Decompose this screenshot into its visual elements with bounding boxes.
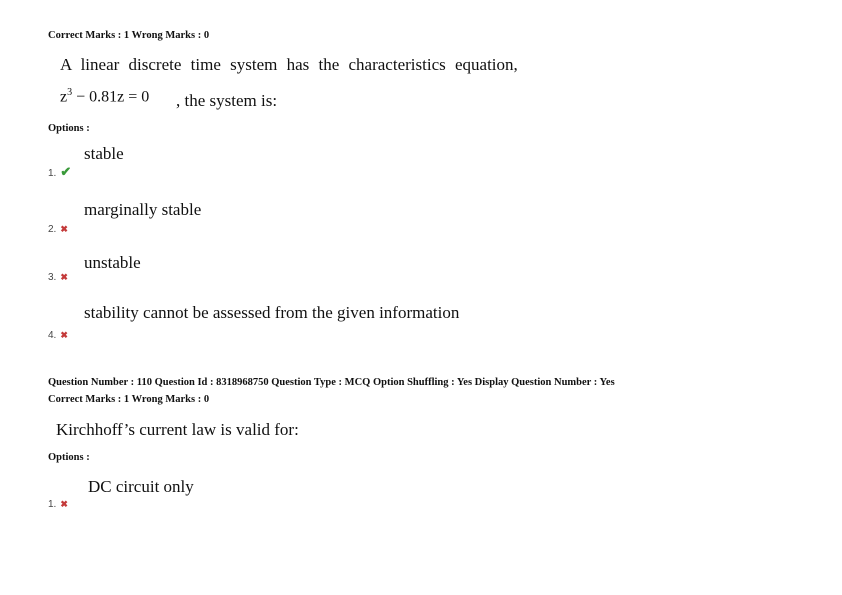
equation-rest: − 0.81z = 0 xyxy=(72,88,150,106)
q1-marks: Correct Marks : 1 Wrong Marks : 0 xyxy=(48,30,210,41)
q1-question-text: A linear discrete time system has the characteristics equation, xyxy=(60,55,518,74)
equation-exponent: 3 xyxy=(67,87,73,98)
option-number: 1. xyxy=(48,168,57,179)
q1-option-2-text: marginally stable xyxy=(84,200,202,219)
q1-option-2-marker xyxy=(48,219,68,237)
q2-header: Question Number : 110 Question Id : 8318968750 Question Type : MCQ Option Shuffling : Yes Display Question Number : Yes xyxy=(48,377,615,388)
option-number: 2. xyxy=(48,224,57,235)
cross-icon: ✖ xyxy=(60,330,68,340)
cross-icon: ✖ xyxy=(60,272,68,282)
q1-equation xyxy=(60,87,149,106)
q1-option-3-text: unstable xyxy=(84,253,141,272)
q1-option-1-text: stable xyxy=(84,144,124,163)
q1-option-3-marker xyxy=(48,267,68,285)
q1-option-4-text: stability cannot be assessed from the given information xyxy=(84,303,460,322)
q1-question-tail: , the system is: xyxy=(176,91,278,110)
q2-marks: Correct Marks : 1 Wrong Marks : 0 xyxy=(48,394,210,405)
q1-option-1-marker xyxy=(48,163,71,181)
cross-icon: ✖ xyxy=(60,224,68,234)
q1-option-4-marker xyxy=(48,325,68,343)
q2-option-1-text: DC circuit only xyxy=(88,477,194,496)
q2-question-text: Kirchhoff’s current law is valid for: xyxy=(56,420,299,439)
equation-base: z xyxy=(60,88,68,106)
q1-options-label: Options : xyxy=(48,123,90,134)
option-number: 3. xyxy=(48,272,57,283)
q2-options-label: Options : xyxy=(48,452,90,463)
q2-option-1-marker xyxy=(48,494,68,512)
option-number: 4. xyxy=(48,330,57,341)
option-number: 1. xyxy=(48,499,57,510)
cross-icon: ✖ xyxy=(60,499,68,509)
check-icon: ✔ xyxy=(60,164,72,179)
